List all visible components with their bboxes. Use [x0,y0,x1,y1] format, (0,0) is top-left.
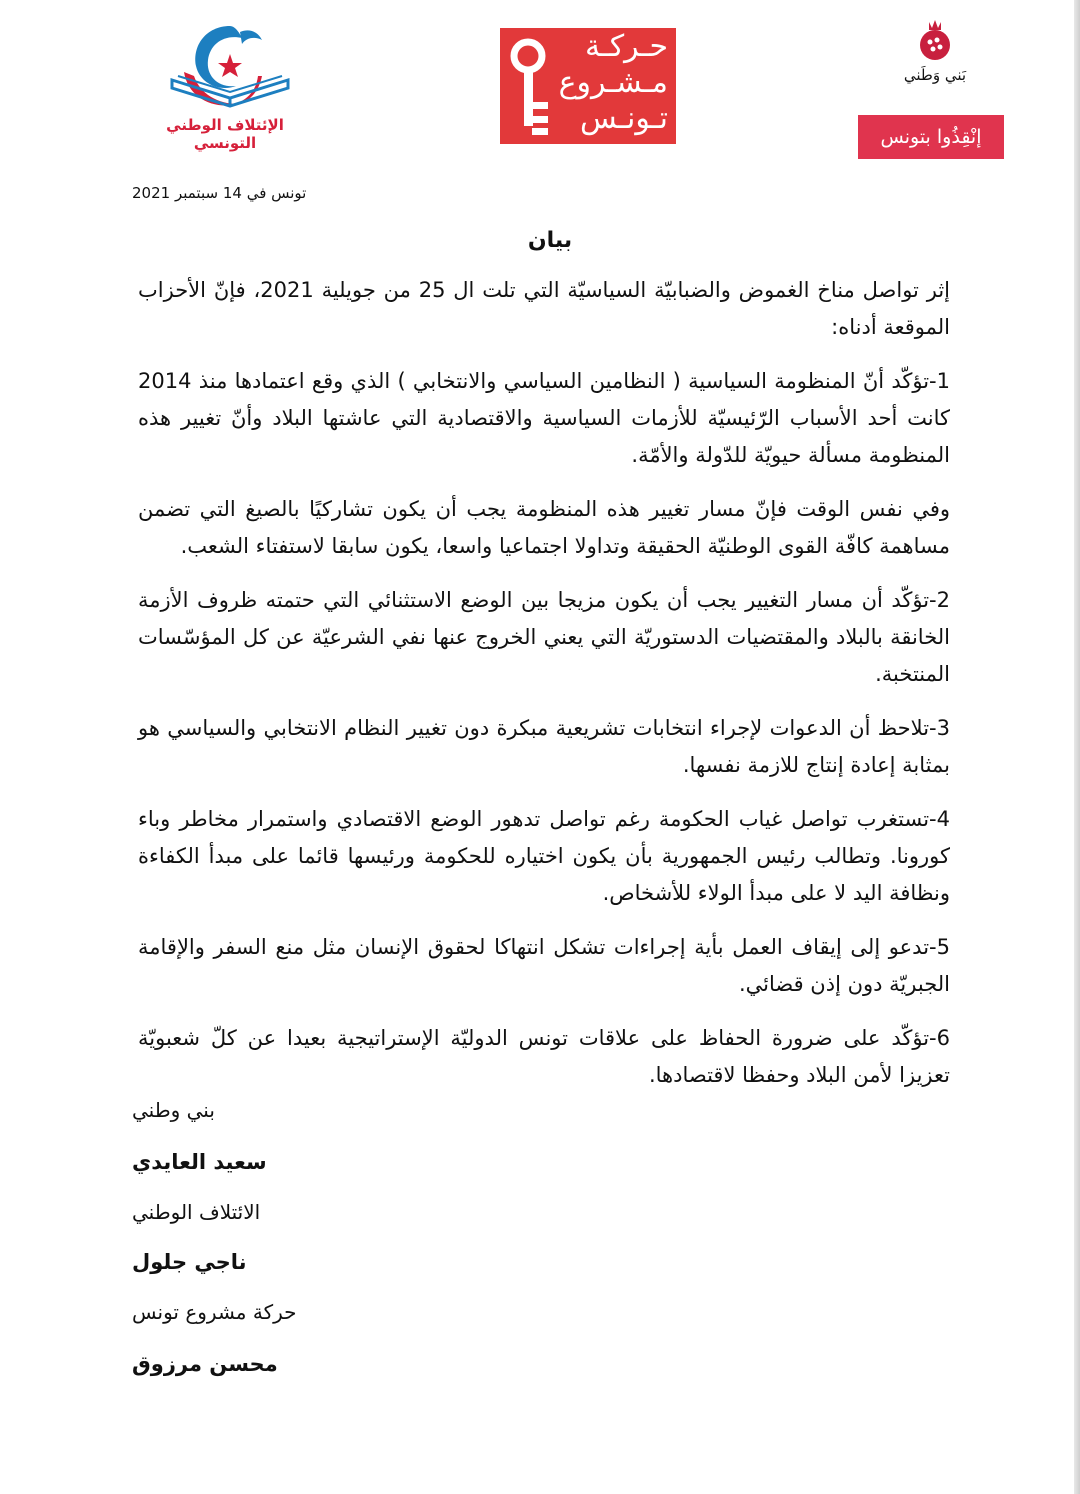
page-edge [1074,0,1080,1494]
signatory-party-3: حركة مشروع تونس [132,1300,297,1324]
coalition-emblem-icon [158,18,303,118]
paragraph-point-5: 5-تدعو إلى إيقاف العمل بأية إجراءات تشكل انتهاكا لحقوق الإنسان مثل منع السفر والإقامة الجبريّة دون إذن قضائي. [138,935,950,996]
signatory-party-2: الائتلاف الوطني [132,1200,261,1224]
signatory-name-1: سعيد العايدي [132,1150,267,1174]
signatory-name-3: محسن مرزوق [132,1352,278,1376]
paragraph-point-1: 1-تؤكّد أنّ المنظومة السياسية ( النظامين السياسي والانتخابي ) الذي وقع اعتمادها منذ 2014 كانت أحد الأسباب الرّئيسيّة للأزمات السياسية والاقتصادية التي عاشتها البلاد وأنّ تغيير هذه المنظومة مسألة حيويّة للدّولة والأمّة. [138,369,950,467]
paragraph-point-2: 2-تؤكّد أن مسار التغيير يجب أن يكون مزيجا بين الوضع الاستثنائي التي حتمته ظروف الأزمة الخانقة بالبلاد والمقتضيات الدستوريّة التي يعني الخروج عنها نفي الشرعيّة عن كل المؤسّسات المنتخبة. [138,588,950,686]
document-date: تونس في 14 سبتمبر 2021 [132,184,307,202]
signatory-name-2: ناجي جلول [132,1250,247,1274]
key-logo-line-1: حـركـة [584,29,668,64]
key-icon [508,38,556,136]
paragraph-point-6: 6-تؤكّد على ضرورة الحفاظ على علاقات تونس الدوليّة الإستراتيجية بعيدا عن كلّ شعبويّة تعزيزا لأمن البلاد وحفظا لاقتصادها. [138,1026,950,1087]
paragraph-intro: إثر تواصل مناخ الغموض والضبابيّة السياسيّة التي تلت ال 25 من جويلية 2021، فإنّ الأحزاب الموقعة أدناه: [138,278,950,339]
key-logo-line-3: تـونـس [579,101,668,136]
statement-body [138,272,950,1111]
beni-watani-logo [890,18,980,98]
paragraph-point-3: 3-تلاحظ أن الدعوات لإجراء انتخابات تشريعية مبكرة دون تغيير النظام الانتخابي والسياسي هو بمثابة إعادة إنتاج للازمة نفسها. [138,716,950,777]
paragraph-point-1-continued: وفي نفس الوقت فإنّ مسار تغيير هذه المنظومة يجب أن يكون تشاركيًا بالصيغ التي تضمن مساهمة كافّة القوى الوطنيّة الحقيقة وتداولا اجتماعيا واسعا، يكون سابقا لاستفتاء الشعب. [138,497,950,558]
document-title: بيان [527,228,573,253]
signatory-party-1: بني وطني [132,1098,215,1122]
beni-watani-caption: بَني وَطَني [903,66,967,84]
pomegranate-icon [915,18,955,62]
paragraph-point-4: 4-تستغرب تواصل غياب الحكومة رغم تواصل تدهور الوضع الاقتصادي واستمرار مخاطر وباء كورونا. وتطالب رئيس الجمهورية بأن يكون اختياره للحكومة ورئيسها قائما على مبدأ الكفاءة ونظافة اليد لا على مبدأ الولاء للأشخاص. [138,807,950,905]
coalition-logo-caption: الإئتلاف الوطني التونسي [166,116,284,152]
machrouu-tounes-logo [500,28,676,144]
key-logo-line-2: مـشـروع [558,65,668,100]
save-tunisia-badge: إنْقِذُوا بتونس [858,115,1004,159]
coalition-logo [150,18,310,152]
